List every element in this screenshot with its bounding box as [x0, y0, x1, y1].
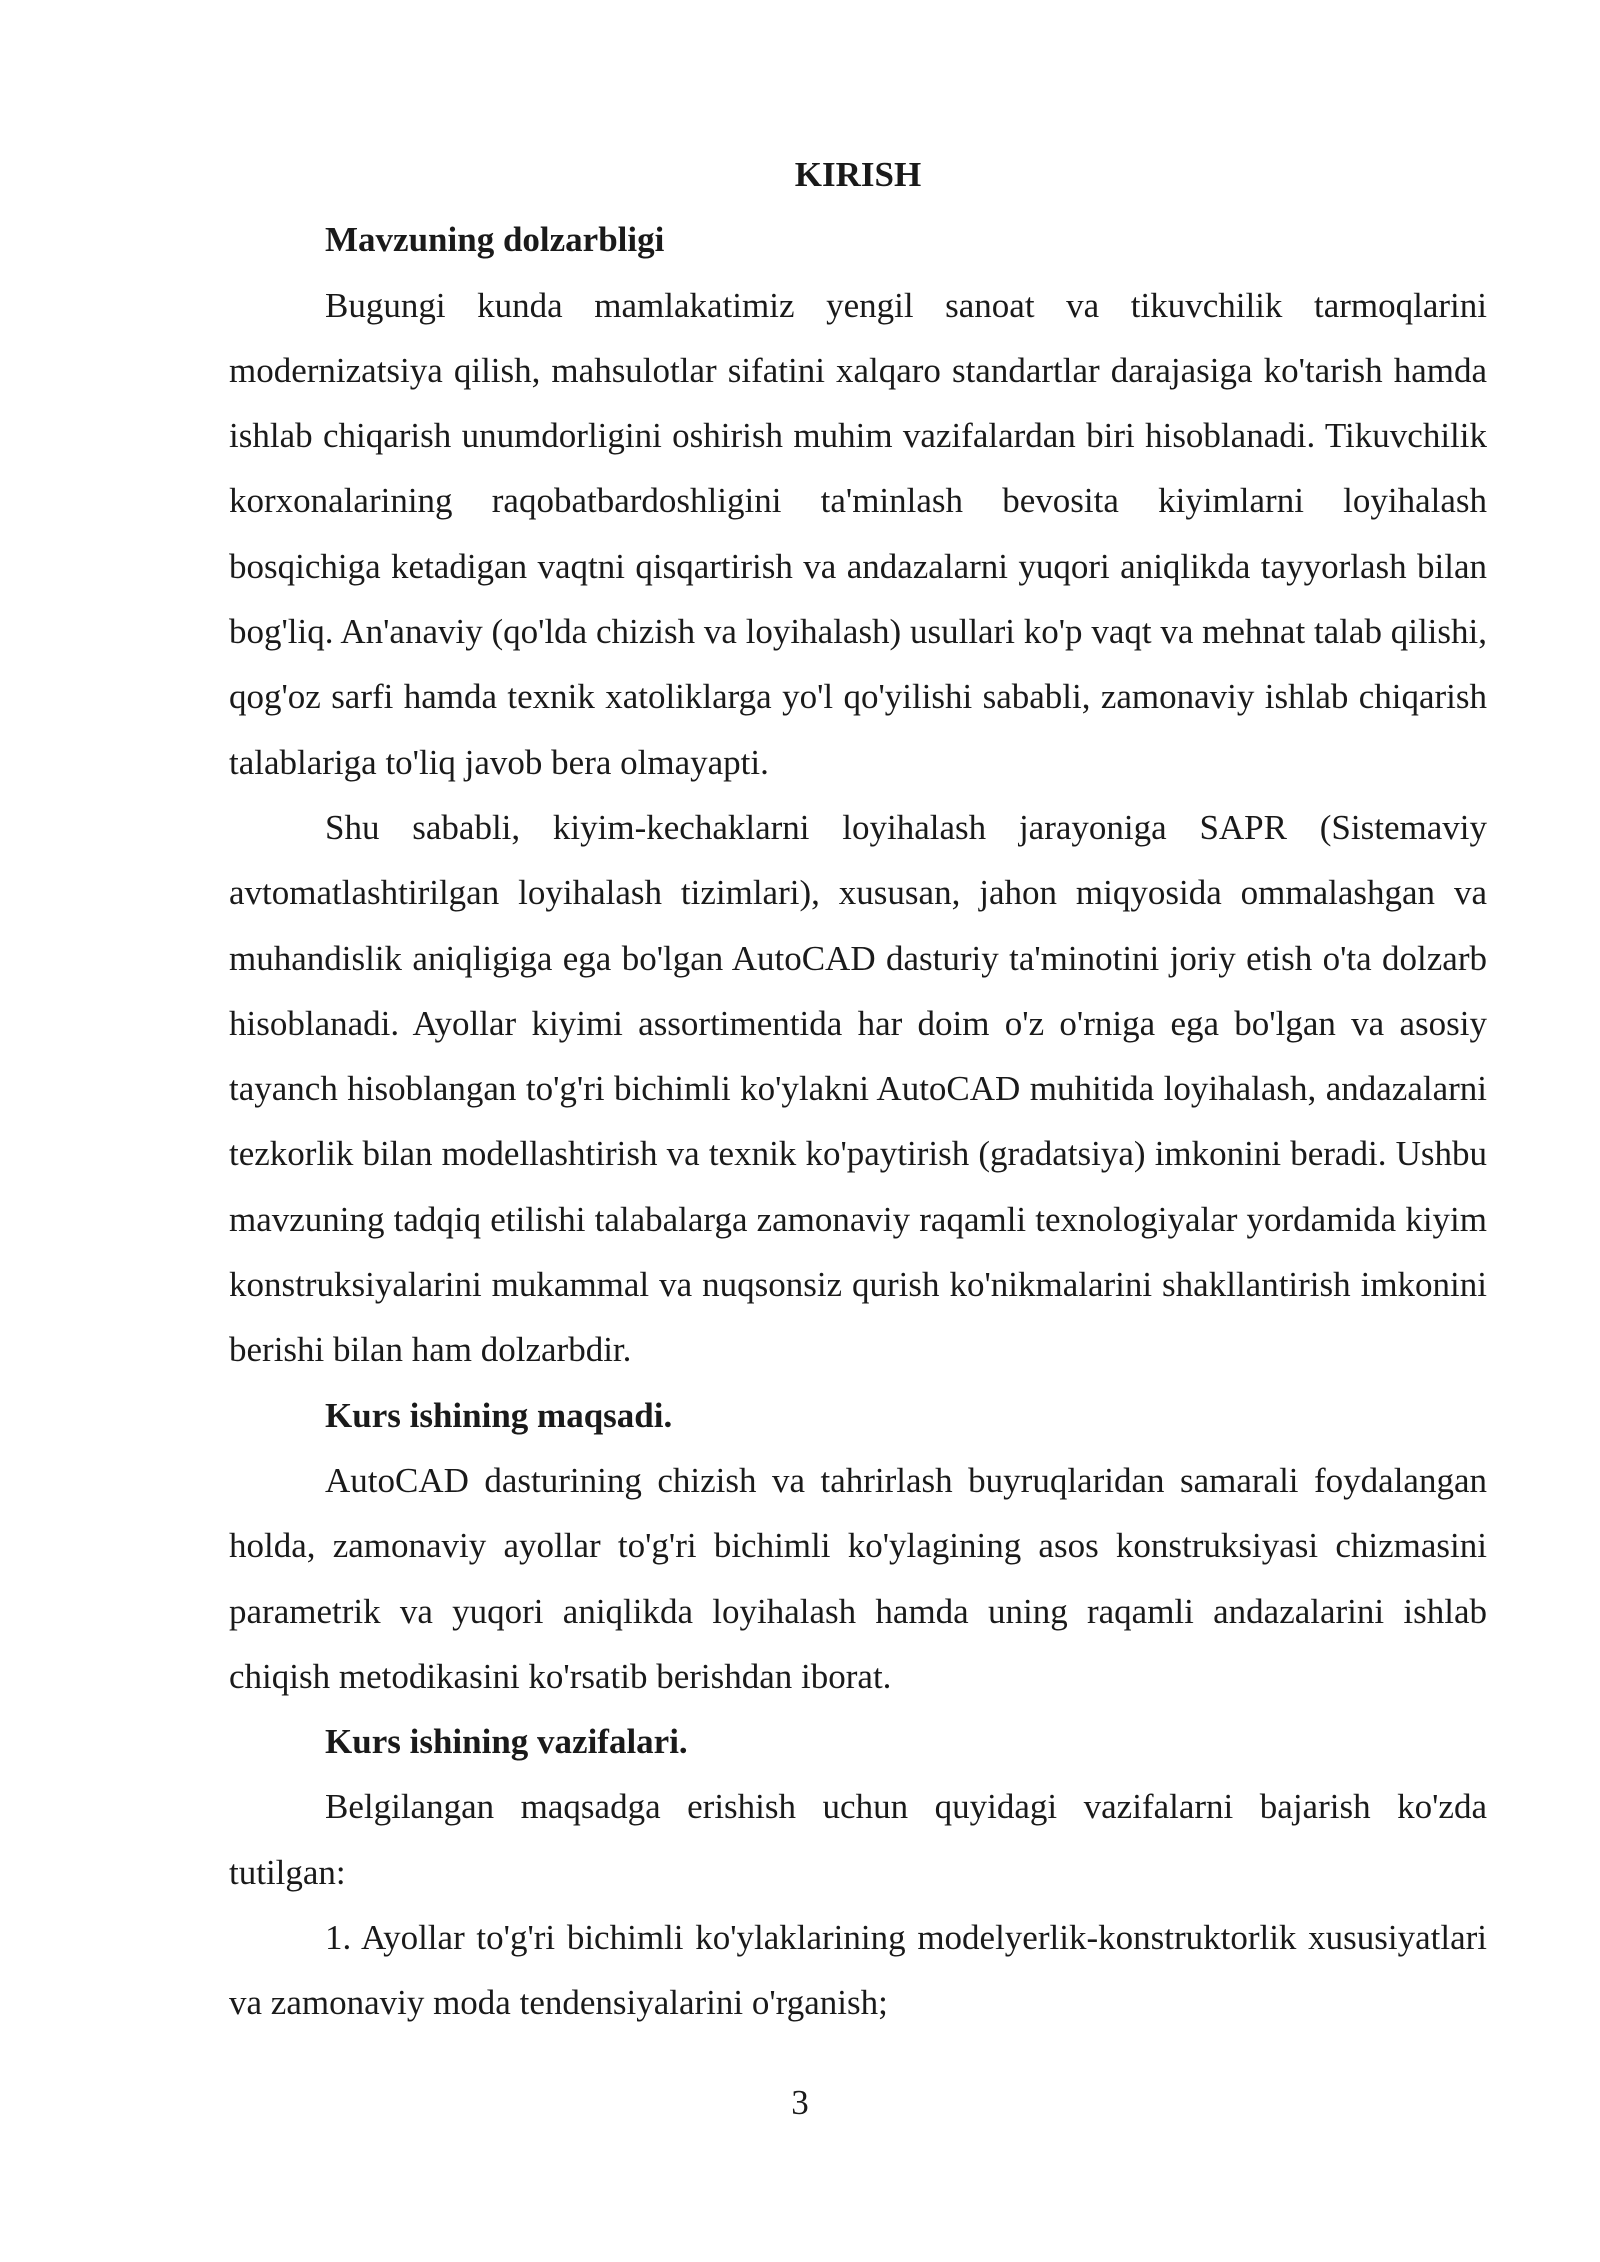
- section-heading-relevance: Mavzuning dolzarbligi: [325, 220, 665, 260]
- page-number: 3: [791, 2083, 809, 2122]
- paragraph-relevance-2: Shu sababli, kiyim-kechaklarni loyihalash jarayoniga SAPR (Sistemaviy avtomatlashtirilgan loyihalash tizimlari), xususan, jahon miqyosida ommalashgan va muhandislik aniqligiga ega bo'lgan AutoCAD dasturiy ta'minotini joriy etish o'ta dolzarb hisoblanadi. Ayollar kiyimi assortimentida har doim o'z o'rniga ega bo'lgan va asosiy tayanch hisoblangan to'g'ri bichimli ko'ylakni AutoCAD muhitida loyihalash, andazalarni tezkorlik bilan modellashtirish va texnik ko'paytirish (gradatsiya) imkonini beradi. Ushbu mavzuning tadqiq etilishi talabalarga zamonaviy raqamli texnologiyalar yordamida kiyim konstruksiyalarini mukammal va nuqsonsiz qurish ko'nikmalarini shakllantirish imkonini berishi bilan ham dolzarbdir.: [229, 807, 1487, 1370]
- paragraph-tasks-intro: Belgilangan maqsadga erishish uchun quyidagi vazifalarni bajarish ko'zda tutilgan:: [229, 1787, 1487, 1892]
- document-title: KIRISH: [794, 155, 922, 194]
- paragraph-goal: AutoCAD dasturining chizish va tahrirlash buyruqlaridan samarali foydalangan holda, zamonaviy ayollar to'g'ri bichimli ko'ylagining asos konstruksiyasi chizmasini parametrik va yuqori aniqlikda loyihalash hamda uning raqamli andazalarini ishlab chiqish metodikasini ko'rsatib berishdan iborat.: [229, 1460, 1487, 1696]
- section-heading-goal: Kurs ishining maqsadi.: [325, 1395, 673, 1435]
- task-list-item-1: 1. Ayollar to'g'ri bichimli ko'ylaklarining modelyerlik-konstruktorlik xususiyatlari va zamonaviy moda tendensiyalarini o'rganish;: [229, 1918, 1487, 2023]
- document-page: [229, 142, 1487, 2036]
- paragraph-relevance-1: Bugungi kunda mamlakatimiz yengil sanoat va tikuvchilik tarmoqlarini modernizatsiya qilish, mahsulotlar sifatini xalqaro standartlar darajasiga ko'tarish hamda ishlab chiqarish unumdorligini oshirish muhim vazifalardan biri hisoblanadi. Tikuvchilik korxonalarining raqobatbardoshligini ta'minlash bevosita kiyimlarni loyihalash bosqichiga ketadigan vaqtni qisqartirish va andazalarni yuqori aniqlikda tayyorlash bilan bog'liq. An'anaviy (qo'lda chizish va loyihalash) usullari ko'p vaqt va mehnat talab qilishi, qog'oz sarfi hamda texnik xatoliklarga yo'l qo'yilishi sababli, zamonaviy ishlab chiqarish talablariga to'liq javob bera olmayapti.: [229, 285, 1487, 782]
- section-heading-tasks: Kurs ishining vazifalari.: [325, 1722, 688, 1762]
